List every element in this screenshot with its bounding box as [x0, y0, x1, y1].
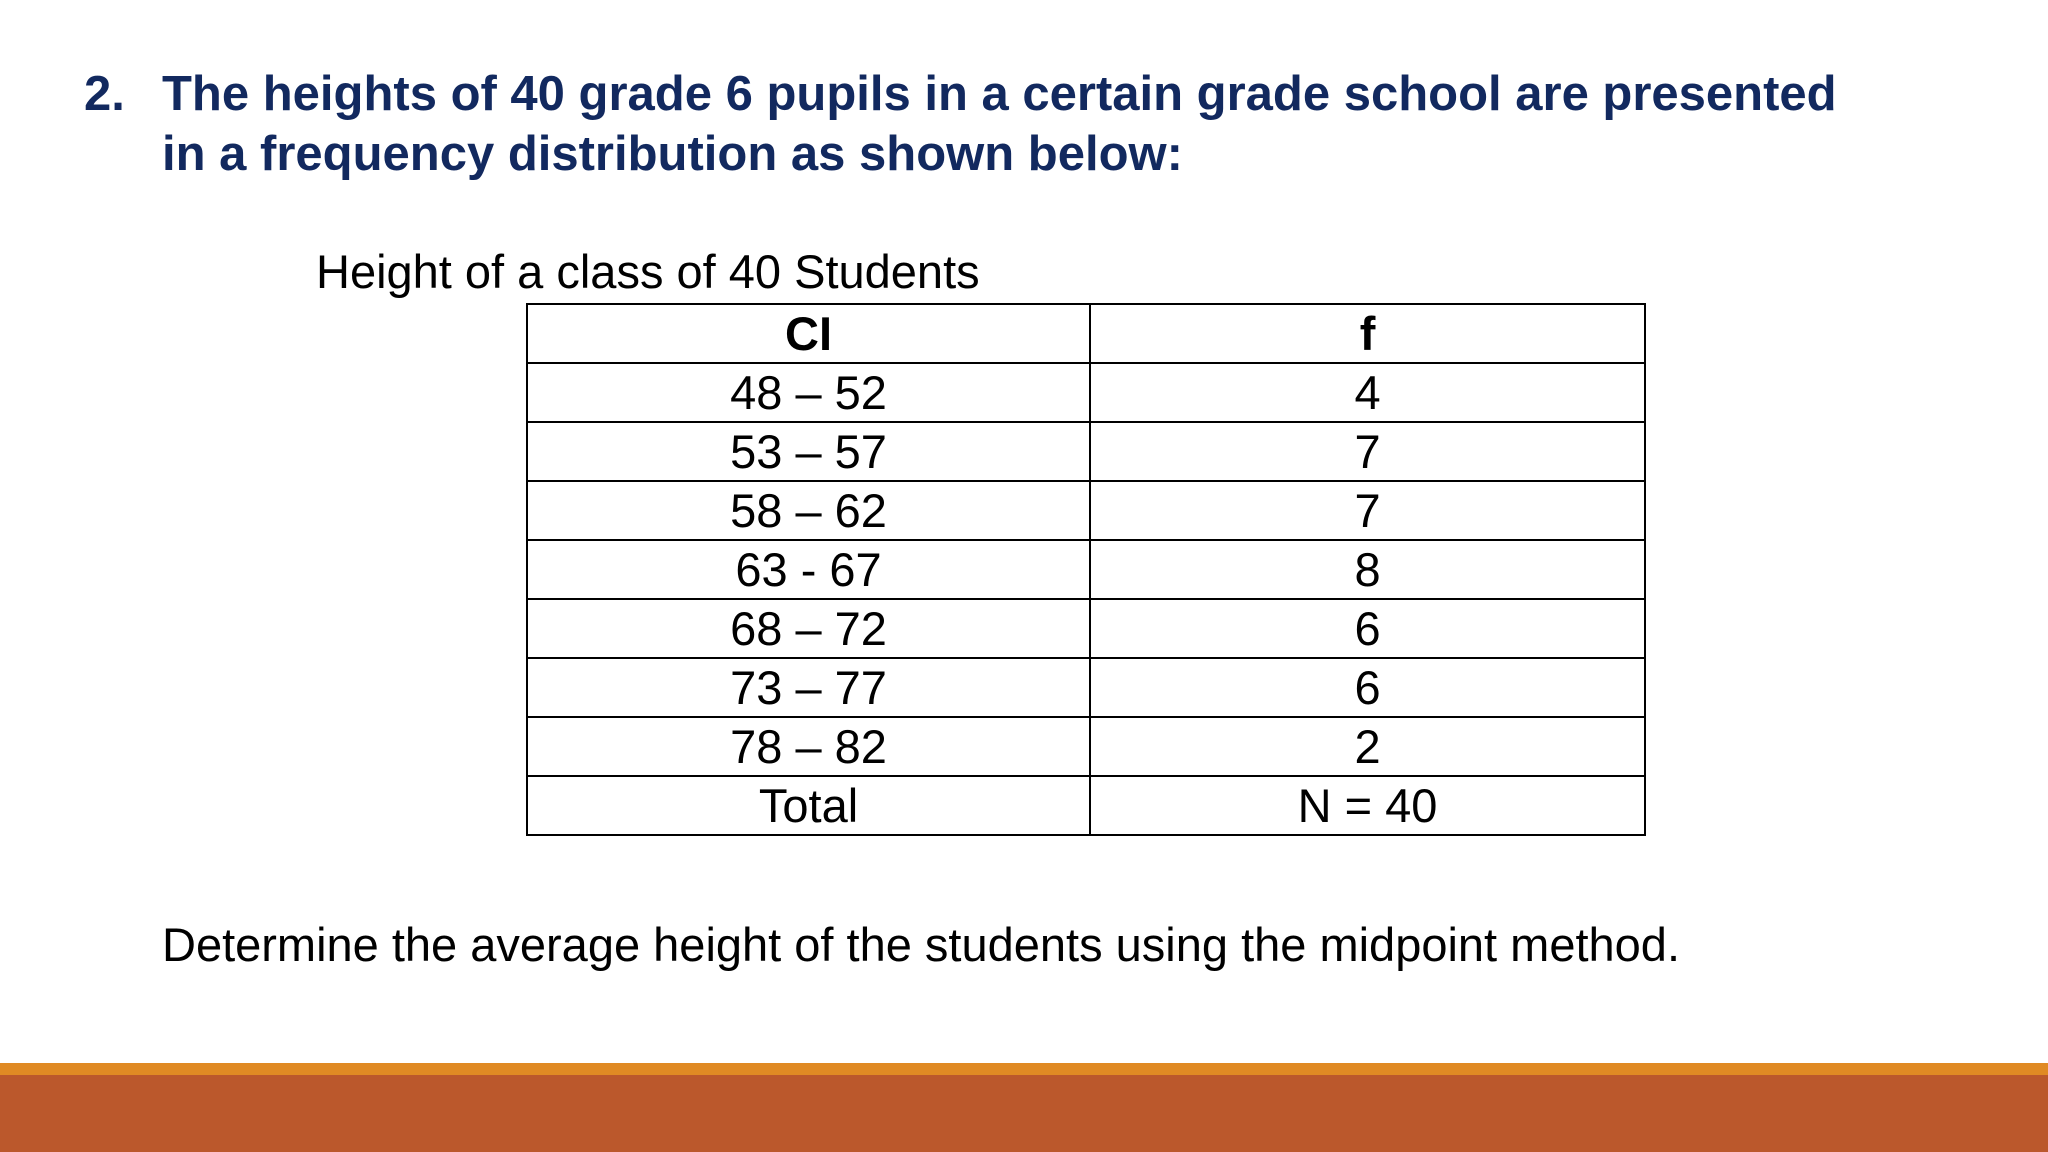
cell-f: 6 [1090, 599, 1645, 658]
cell-ci: 48 – 52 [527, 363, 1090, 422]
cell-f: 7 [1090, 481, 1645, 540]
question-text [162, 64, 1962, 184]
cell-ci: 63 - 67 [527, 540, 1090, 599]
table-row [527, 658, 1645, 717]
footer-bar [0, 1075, 2048, 1152]
table-row [527, 363, 1645, 422]
cell-ci: 73 – 77 [527, 658, 1090, 717]
cell-f: 7 [1090, 422, 1645, 481]
cell-f: 2 [1090, 717, 1645, 776]
header-ci: CI [527, 304, 1090, 363]
cell-ci: 68 – 72 [527, 599, 1090, 658]
table-row [527, 481, 1645, 540]
total-label: Total [527, 776, 1090, 835]
cell-f: 6 [1090, 658, 1645, 717]
table-row [527, 599, 1645, 658]
total-value: N = 40 [1090, 776, 1645, 835]
cell-f: 4 [1090, 363, 1645, 422]
table-total-row [527, 776, 1645, 835]
cell-ci: 78 – 82 [527, 717, 1090, 776]
table-caption: Height of a class of 40 Students [316, 245, 980, 298]
table-header-row [527, 304, 1645, 363]
footer-accent-bar [0, 1063, 2048, 1075]
table-row [527, 540, 1645, 599]
question-line-2: in a frequency distribution as shown below: [162, 127, 1183, 181]
table-row [527, 422, 1645, 481]
cell-ci: 53 – 57 [527, 422, 1090, 481]
header-f: f [1090, 304, 1645, 363]
cell-ci: 58 – 62 [527, 481, 1090, 540]
cell-f: 8 [1090, 540, 1645, 599]
frequency-table [526, 303, 1646, 836]
instruction-text: Determine the average height of the students using the midpoint method. [162, 918, 1680, 971]
question-number: 2. [84, 67, 125, 121]
question-line-1: The heights of 40 grade 6 pupils in a certain grade school are presented [162, 67, 1837, 121]
table-row [527, 717, 1645, 776]
